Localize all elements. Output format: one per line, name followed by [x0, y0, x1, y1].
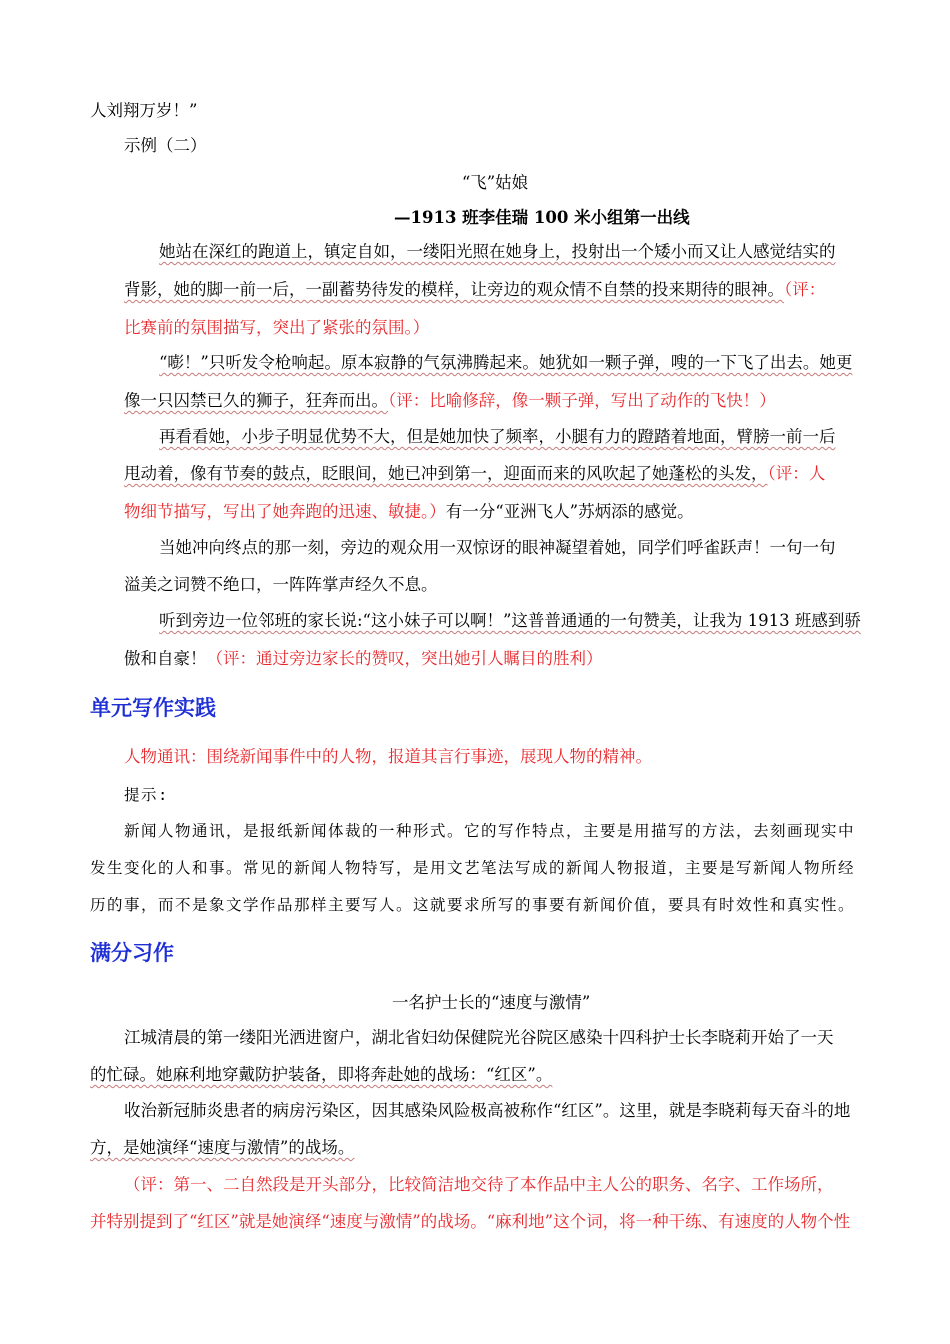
- comment: 比赛前的氛围描写，突出了紧张的氛围。）: [124, 318, 430, 337]
- essay-subtitle: —1913 班李佳瑞 100 米小组第一出线: [394, 208, 690, 227]
- comment: （评：比喻修辞，像一颗子弹，写出了动作的飞快！）: [388, 391, 776, 410]
- example-label: 示例（二）: [124, 136, 207, 155]
- top-line: 人刘翔万岁！”: [90, 101, 198, 120]
- essay-line: 背影，她的脚一前一后，一副蓄势待发的模样，让旁边的观众情不自禁的投来期待的眼神。（评：: [124, 280, 826, 299]
- essay-title-nurse: 一名护士长的“速度与激情”: [392, 993, 591, 1012]
- essay-line: 溢美之词赞不绝口，一阵阵掌声经久不息。: [124, 575, 438, 594]
- hint-label: 提示:: [124, 786, 169, 804]
- hint-line: 发生变化的人和事。常见的新闻人物特写，是用文艺笔法写成的新闻人物报道，主要是写新闻人物所经: [90, 859, 856, 877]
- task-statement: 人物通讯：围绕新闻事件中的人物，报道其言行事迹，展现人物的精神。: [124, 747, 652, 766]
- essay-line: 甩动着，像有节奏的鼓点，眨眼间，她已冲到第一，迎面而来的风吹起了她蓬松的头发，（评：人: [124, 464, 826, 483]
- comment: （评：人: [767, 464, 826, 483]
- essay-line: 方，是她演绎“速度与激情”的战场。: [90, 1138, 355, 1157]
- essay-line: 她站在深红的跑道上，镇定自如，一缕阳光照在她身上，投射出一个矮小而又让人感觉结实的: [159, 242, 836, 261]
- essay-title: “飞”姑娘: [461, 173, 529, 192]
- comment: （评：通过旁边家长的赞叹，突出她引人瞩目的胜利）: [206, 649, 603, 668]
- section-heading-practice: 单元写作实践: [90, 696, 216, 720]
- essay-line: 江城清晨的第一缕阳光洒进窗户，湖北省妇幼保健院光谷院区感染十四科护士长李晓莉开始了一天: [124, 1028, 834, 1047]
- essay-line: 当她冲向终点的那一刻，旁边的观众用一双惊讶的眼神凝望着她，同学们呼雀跃声！一句一句: [159, 538, 836, 557]
- comment: （评：: [784, 280, 826, 299]
- essay-line: 的忙碌。她麻利地穿戴防护装备，即将奔赴她的战场：“红区”。: [90, 1065, 553, 1084]
- comment: 物细节描写，写出了她奔跑的迅速、敏捷。）: [124, 502, 446, 521]
- comment: （评：第一、二自然段是开头部分，比较简洁地交待了本作品中主人公的职务、名字、工作场所，: [124, 1175, 834, 1194]
- hint-line: 历的事，而不是象文学作品那样主要写人。这就要求所写的事要有新闻价值，要具有时效性和真实性。: [90, 896, 856, 914]
- comment: 并特别提到了“红区”就是她演绎“速度与激情”的战场。“麻利地”这个词，将一种干练、有速度的人物个性: [90, 1212, 851, 1231]
- essay-line: 物细节描写，写出了她奔跑的迅速、敏捷。）有一分“亚洲飞人”苏炳添的感觉。: [124, 502, 694, 521]
- hint-line: 新闻人物通讯，是报纸新闻体裁的一种形式。它的写作特点，主要是用描写的方法，去刻画现实中: [124, 822, 856, 840]
- section-heading-fullmark: 满分习作: [90, 941, 174, 965]
- essay-line: “嘭！”只听发令枪响起。原本寂静的气氛沸腾起来。她犹如一颗子弹，嗖的一下飞了出去。她更: [159, 353, 853, 372]
- essay-line: 像一只囚禁已久的狮子，狂奔而出。（评：比喻修辞，像一颗子弹，写出了动作的飞快！）: [124, 391, 776, 410]
- essay-line: 听到旁边一位邻班的家长说:“这小妹子可以啊！”这普普通通的一句赞美，让我为 1913 班感到骄: [159, 611, 861, 630]
- essay-line: 收治新冠肺炎患者的病房污染区，因其感染风险极高被称作“红区”。这里，就是李晓莉每天奋斗的地: [124, 1101, 851, 1120]
- essay-line: 再看看她，小步子明显优势不大，但是她加快了频率，小腿有力的蹬踏着地面，臂膀一前一后: [159, 427, 836, 446]
- essay-line: 傲和自豪！（评：通过旁边家长的赞叹，突出她引人瞩目的胜利）: [124, 649, 603, 668]
